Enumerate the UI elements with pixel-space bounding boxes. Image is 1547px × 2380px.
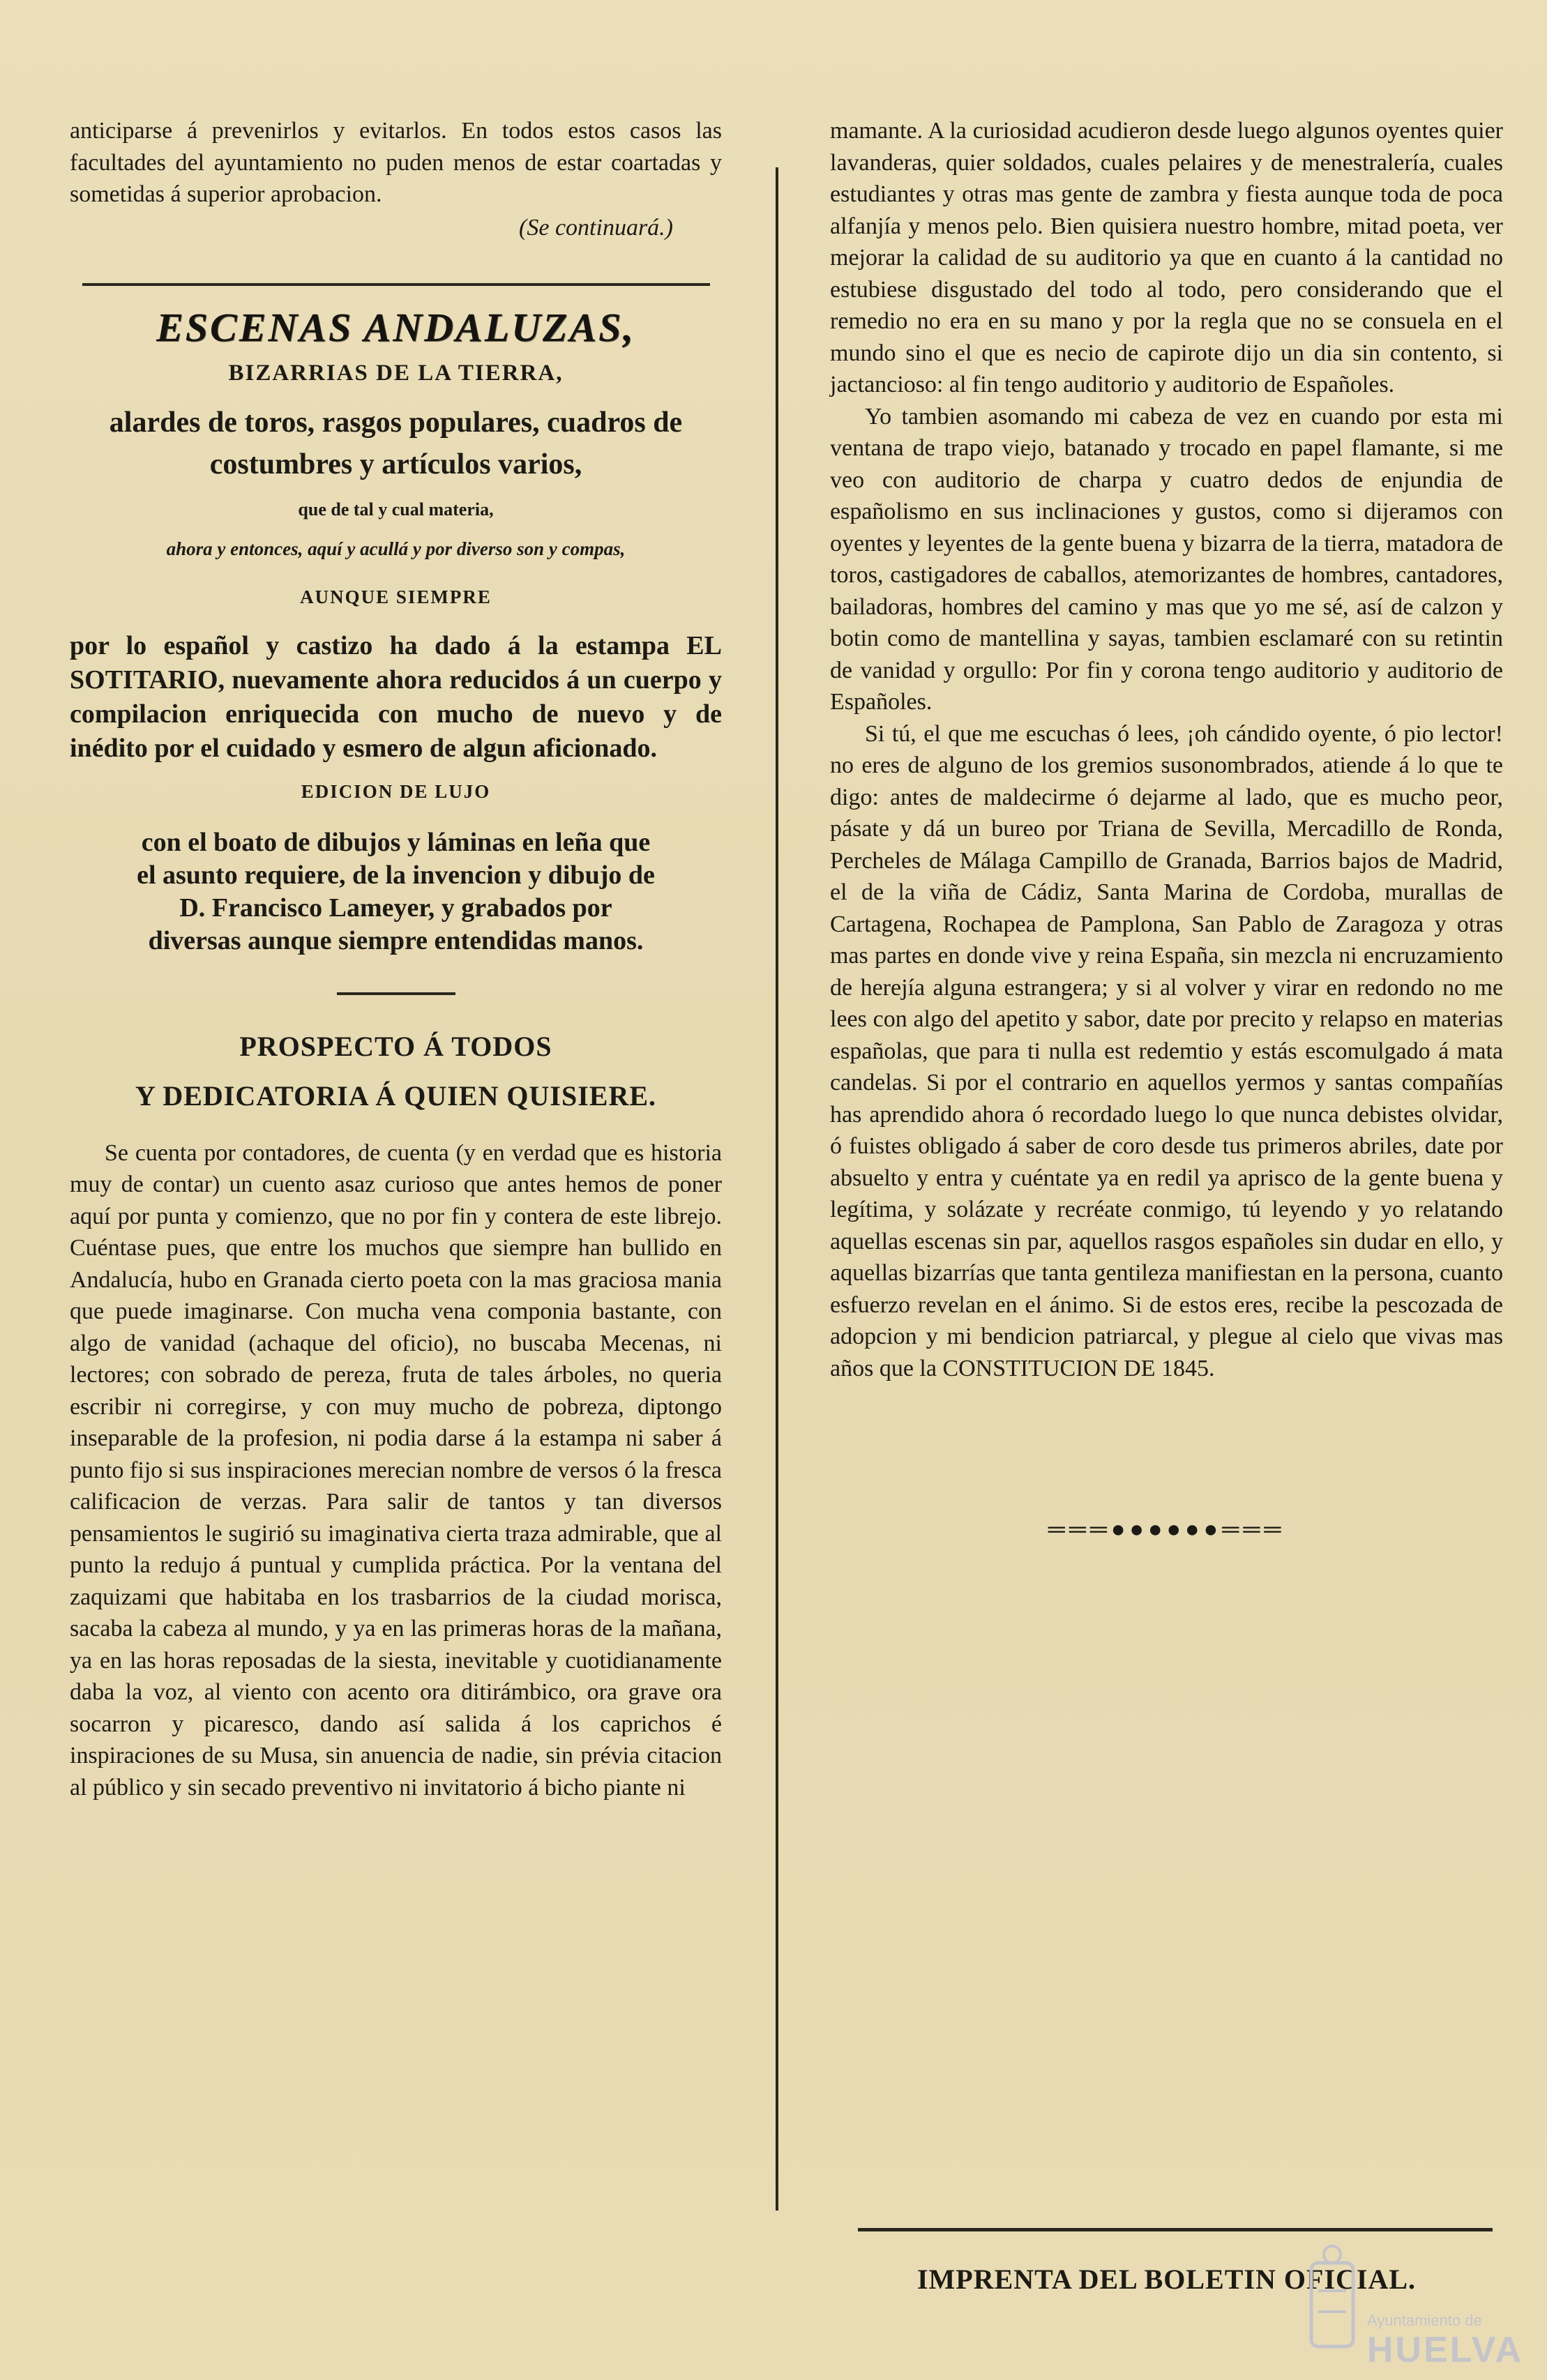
- subtitle-italic: ahora y entonces, aquí y acullá y por diverso son y compas,: [166, 538, 626, 559]
- column-divider: [776, 167, 778, 2211]
- short-rule: [337, 992, 455, 995]
- right-column: [830, 115, 1503, 1543]
- bottom-rule: [858, 2228, 1493, 2231]
- watermark-small: Ayuntamiento de: [1367, 2312, 1482, 2329]
- edicion-lujo: EDICION DE LUJO: [301, 780, 491, 802]
- imprenta-footer: IMPRENTA DEL BOLETIN OFICIAL.: [916, 2264, 1417, 2295]
- subtitle-small: que de tal y cual materia,: [298, 499, 494, 520]
- ornament-title: ESCENAS ANDALUZAS,: [156, 304, 635, 350]
- continued-note: (Se continuará.): [519, 214, 673, 241]
- opening-paragraph: anticiparse á prevenirlos y evitarlos. En todos estos casos las facultades del ayuntamiento no puden menos de estar coartadas y sometidas á superior aprobacion.: [70, 118, 722, 207]
- dedicatoria-heading: Y DEDICATORIA Á QUIEN QUISIERE.: [135, 1079, 657, 1112]
- body-paragraph: Se cuenta por contadores, de cuenta (y en verdad que es historia muy de contar) un cuento asaz curioso que antes hemos de poner aquí por punta y comienzo, que no por fin y contera de este librejo. Cuéntase pues, que entre los muchos que siempre han bullido en Andalucía, hubo en Granada cierto poeta con la mas graciosa mania que puede imaginarse. Con mucha vena componia bastante, con algo de vanidad (achaque del oficio), no buscaba Mecenas, ni lectores; con sobrado de pereza, fruta de tales árboles, no queria escribir ni corregirse, y con muy mucho de pobreza, diptongo inseparable de la profesion, ni podia darse á la estampa ni saber á punto fijo si sus inspiraciones merecian nombre de versos ó la fresca calificacion de verzas. Para salir de tantos y tan diversos pensamientos le sugirió su imaginativa cierta traza admirable, que al punto la redujo á puntual y cumplida práctica. Por la ventana del zaquizami que habitaba en los trasbarrios de la ciudad morisca, sacaba la cabeza al mundo, y ya en las primeras horas de la mañana, ya en las horas reposadas de la siesta, inevitable y cuotidianamente daba la voz, al viento con acento ora ditirámbico, ora grave ora socarron y picaresco, dando así salida á los caprichos é inspiraciones de su Musa, sin anuencia de nadie, sin prévia citacion al público y sin secado preventivo ni invitatorio á bicho piante ni: [70, 1139, 722, 1801]
- ornament-divider: ═══●●●●●●═══: [1048, 1517, 1285, 1543]
- sotitario-paragraph: por lo español y castizo ha dado á la estampa EL SOTITARIO, nuevamente ahora reducidos á un cuerpo y compilacion enriquecida con mucho de nuevo y de inédito por el cuidado y esmero de algun aficionado.: [70, 630, 722, 763]
- coat-of-arms-icon: [1304, 2242, 1360, 2360]
- left-column: [70, 115, 722, 1803]
- archive-watermark: [1304, 2242, 1524, 2370]
- subtitle-caps: BIZARRIAS DE LA TIERRA,: [228, 360, 564, 386]
- right-paragraph-3: Si tú, el que me escuchas ó lees, ¡oh cándido oyente, ó pio lector! no eres de alguno de los gremios susonombrados, atiende á lo que te digo: antes de maldecirme ó dejarme al lado, que es mucho peor, pásate y dá un bureo por Triana de Sevilla, Mercadillo de Ronda, Percheles de Málaga Campillo de Granada, Barrios bajos de Madrid, el de la viña de Cádiz, Santa Marina de Cordoba, murallas de Cartagena, Rochapea de Pamplona, San Pablo de Zaragoza y otras mas partes en donde vive y reina España, sin mezcla ni encruzamiento de herejía alguna estrangera; y si al volver y virar en redondo no me lees con algo del apetito y sabor, date por precito y relapso en materias españolas, que para ti nulla est redemtio y estás escomulgado á mata candelas. Si por el contrario en aquellos yermos y santas compañías has aprendido ahora ó recordado luego lo que nunca debistes olvidar, ó fuistes obligado á saber de coro desde tus primeros abriles, date por absuelto y entra y cuéntate ya en redil ya aprisco de la gente buena y legítima, y solázate y recréate conmigo, tú leyendo y yo relatando aquellas escenas sin par, aquellos rasgos españoles sin dudar en ello, y aquellas bizarrías que tanta gentileza manifiestan en la persona, cuanto esfuerzo revelan en el ánimo. Si de estos eres, recibe la pescozada de adopcion y mi bendicion patriarcal, y plegue al cielo que vivas mas años que la CONSTITUCION DE 1845.: [830, 720, 1503, 1381]
- prospecto-heading: PROSPECTO Á TODOS: [239, 1030, 552, 1062]
- section-rule: [82, 283, 710, 286]
- right-paragraph-2: Yo tambien asomando mi cabeza de vez en cuando por esta mi ventana de trapo viejo, batanado y trocado en papel flamante, si me veo con auditorio de charpa y cuatro dedos de enjundia de españolismo en sus inclinaciones y gustos, como si dijeramos con oyentes y leyentes de la gente buena y bizarra de la tierra, matadora de toros, castigadores de caballos, atemorizantes de hombres, cantadores, bailadoras, hombres del camino y mas que yo me sé, así de calzon y botin como de mantellina y sayas, tambien esclamaré con su retintin de vanidad y orgullo: Por fin y corona tengo auditorio y auditorio de Españoles.: [830, 403, 1503, 715]
- subtitle-big: alardes de toros, rasgos populares, cuadros de costumbres y artículos varios,: [109, 406, 683, 480]
- watermark-big: HUELVA: [1367, 2330, 1524, 2370]
- right-paragraph-1: mamante. A la curiosidad acudieron desde luego algunos oyentes quier lavanderas, quier soldados, cuales pelaires y de menestralería, cuales estudiantes y otras mas gente de zambra y fiesta aunque toda de poca alfanjía y menos pelo. Bien quisiera nuestro hombre, mitad poeta, ver mejorar la calidad de su auditorio ya que en cuanto á la cantidad no estubiese disgustado del todo al todo, pero considerando que el remedio no era en su mano y por la regla que no se consuela en el mundo sino el que es necio de capirote dijo un dia sin contento, si jactancioso: al fin tengo auditorio y auditorio de Españoles.: [830, 118, 1503, 397]
- aunque-siempre: AUNQUE SIEMPRE: [300, 586, 492, 607]
- lujo-paragraph: con el boato de dibujos y láminas en leña que el asunto requiere, de la invencion y dibujo de D. Francisco Lameyer, y grabados por diversas aunque siempre entendidas manos.: [137, 827, 655, 955]
